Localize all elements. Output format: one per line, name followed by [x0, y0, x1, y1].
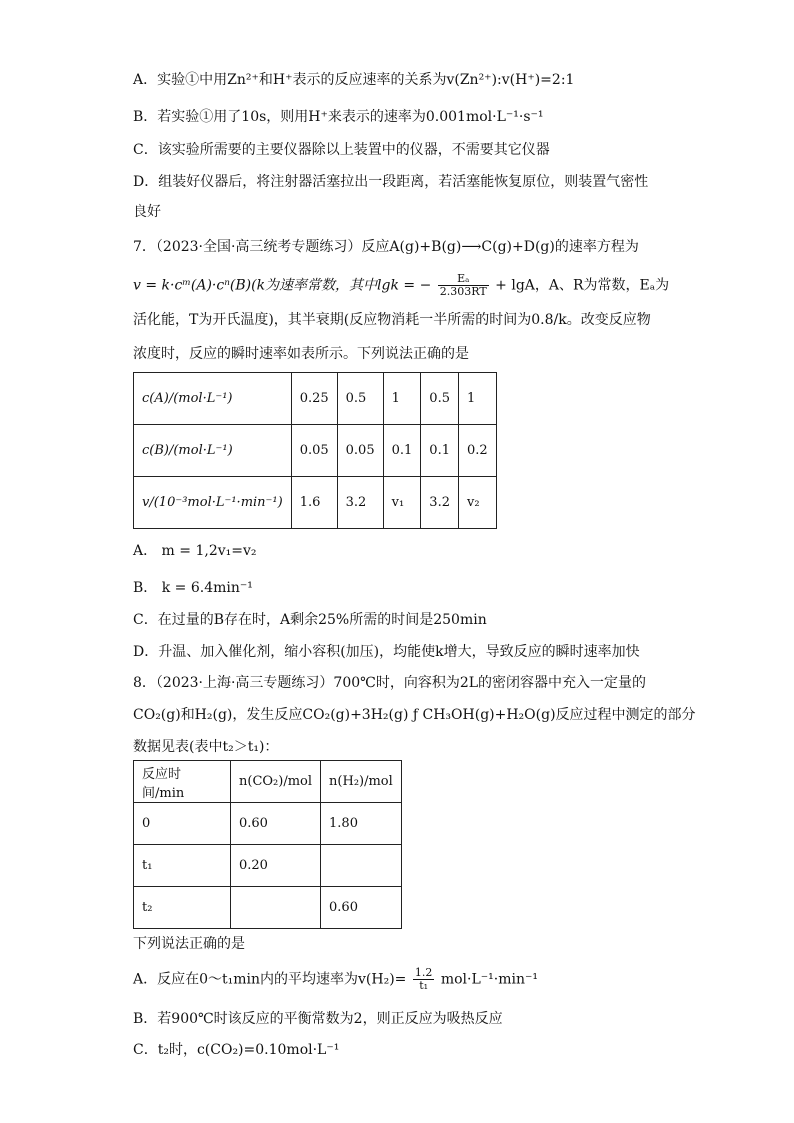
- q7-intro-line3: 活化能，T为开氏温度)，其半衰期(反应物消耗一半所需的时间为0.8/k。改变反应物: [133, 312, 651, 328]
- q7-table-cell: 1: [383, 373, 421, 425]
- q7-table-row: [134, 373, 497, 425]
- q8-question: 下列说法正确的是: [133, 936, 245, 952]
- q8-option-a-text: A．反应在0～t₁min内的平均速率为v(H₂)=: [133, 971, 407, 988]
- q7-table-cell: 1: [458, 373, 496, 425]
- q8-intro-line1: 8．（2023·上海·高三专题练习）700℃时，向容积为2L的密闭容器中充入一定量的: [133, 675, 647, 691]
- q8-option-b: B．若900℃时该反应的平衡常数为2，则正反应为吸热反应: [133, 1011, 503, 1027]
- q8-table-cell: 0.20: [231, 845, 321, 887]
- q7-table-cell: v₁: [383, 477, 421, 529]
- q7-table-row-label: c(B)/(mol·L⁻¹): [134, 425, 292, 477]
- q7-table-cell: 0.2: [458, 425, 496, 477]
- q7-table-row-label: c(A)/(mol·L⁻¹): [134, 373, 292, 425]
- q7-rate-equation: v = k·cᵐ(A)·cⁿ(B)(k为速率常数，其中lgk = −: [133, 277, 432, 294]
- q6-option-c: C．该实验所需要的主要仪器除以上装置中的仪器，不需要其它仪器: [133, 142, 550, 158]
- q8-table-row: [134, 845, 402, 887]
- q7-fraction-denominator: 2.303RT: [439, 285, 487, 298]
- q8-fraction-denominator: t₁: [419, 979, 429, 992]
- q7-option-c: C．在过量的B存在时，A剩余25%所需的时间是250min: [133, 612, 487, 628]
- q8-table-header: 反应时间/min: [134, 761, 231, 803]
- q8-table-cell: 0.60: [231, 803, 321, 845]
- q8-table-header: n(H₂)/mol: [321, 761, 402, 803]
- q7-table-cell: 0.5: [421, 373, 459, 425]
- q7-table-cell: 0.1: [421, 425, 459, 477]
- q7-table-row-label: v/(10⁻³mol·L⁻¹·min⁻¹): [134, 477, 292, 529]
- q8-table-header: n(CO₂)/mol: [231, 761, 321, 803]
- q6-option-d-line1: D．组装好仪器后，将注射器活塞拉出一段距离，若活塞能恢复原位，则装置气密性: [133, 174, 649, 190]
- q8-table-cell: t₁: [134, 845, 231, 887]
- q7-table-cell: v₂: [458, 477, 496, 529]
- q7-table-cell: 0.5: [337, 373, 383, 425]
- q8-table-cell: 1.80: [321, 803, 402, 845]
- q7-table-cell: 3.2: [337, 477, 383, 529]
- q8-option-c: C．t₂时，c(CO₂)=0.10mol·L⁻¹: [133, 1042, 340, 1058]
- q8-option-a-fraction: [413, 967, 435, 992]
- q7-table-row: [134, 477, 497, 529]
- q7-table-cell: 0.05: [337, 425, 383, 477]
- q7-fraction-numerator: Eₐ: [438, 273, 489, 286]
- q8-table-row: [134, 887, 402, 929]
- q7-table-cell: 1.6: [291, 477, 337, 529]
- q8-intro-line2: CO₂(g)和H₂(g)，发生反应CO₂(g)+3H₂(g) ƒ CH₃OH(g)+H₂O(g)反应过程中测定的部分: [133, 707, 696, 723]
- q8-table-cell: [321, 845, 402, 887]
- q7-table-row: [134, 425, 497, 477]
- q8-option-a-unit: mol·L⁻¹·min⁻¹: [440, 971, 538, 988]
- q7-option-a: A． m = 1,2v₁=v₂: [133, 543, 257, 559]
- q7-table-cell: 0.05: [291, 425, 337, 477]
- q7-option-b: B． k = 6.4min⁻¹: [133, 580, 253, 596]
- q7-intro-line1: 7．（2023·全国·高三统考专题练习）反应A(g)+B(g)⟶C(g)+D(g)的速率方程为: [133, 239, 639, 255]
- q8-intro-line3: 数据见表(表中t₂＞t₁)：: [133, 739, 279, 755]
- q8-table-cell: [231, 887, 321, 929]
- q7-fraction: [438, 273, 489, 298]
- q7-table-cell: 3.2: [421, 477, 459, 529]
- q8-option-a: [133, 967, 538, 992]
- q8-table-cell: t₂: [134, 887, 231, 929]
- q7-option-d: D．升温、加入催化剂，缩小容积(加压)，均能使k增大，导致反应的瞬时速率加快: [133, 644, 640, 660]
- q7-table-cell: 0.1: [383, 425, 421, 477]
- q8-table-row: [134, 803, 402, 845]
- q8-table-cell: 0: [134, 803, 231, 845]
- q7-intro-line4: 浓度时，反应的瞬时速率如表所示。下列说法正确的是: [133, 346, 469, 362]
- q6-option-b: B．若实验①用了10s，则用H⁺来表示的速率为0.001mol·L⁻¹·s⁻¹: [133, 109, 544, 125]
- q7-intro-line2: [133, 273, 669, 298]
- q6-option-d-line2: 良好: [133, 204, 161, 220]
- q7-rate-table: [133, 372, 497, 529]
- q8-table-header-row: [134, 761, 402, 803]
- q7-rate-equation-tail: + lgA，A、R为常数，Eₐ为: [495, 277, 670, 294]
- q6-option-a: A．实验①中用Zn²⁺和H⁺表示的反应速率的关系为v(Zn²⁺):v(H⁺)=2:1: [133, 72, 575, 88]
- q8-table-cell: 0.60: [321, 887, 402, 929]
- q7-table-cell: 0.25: [291, 373, 337, 425]
- q8-data-table: [133, 760, 402, 929]
- q8-fraction-numerator: 1.2: [414, 966, 433, 979]
